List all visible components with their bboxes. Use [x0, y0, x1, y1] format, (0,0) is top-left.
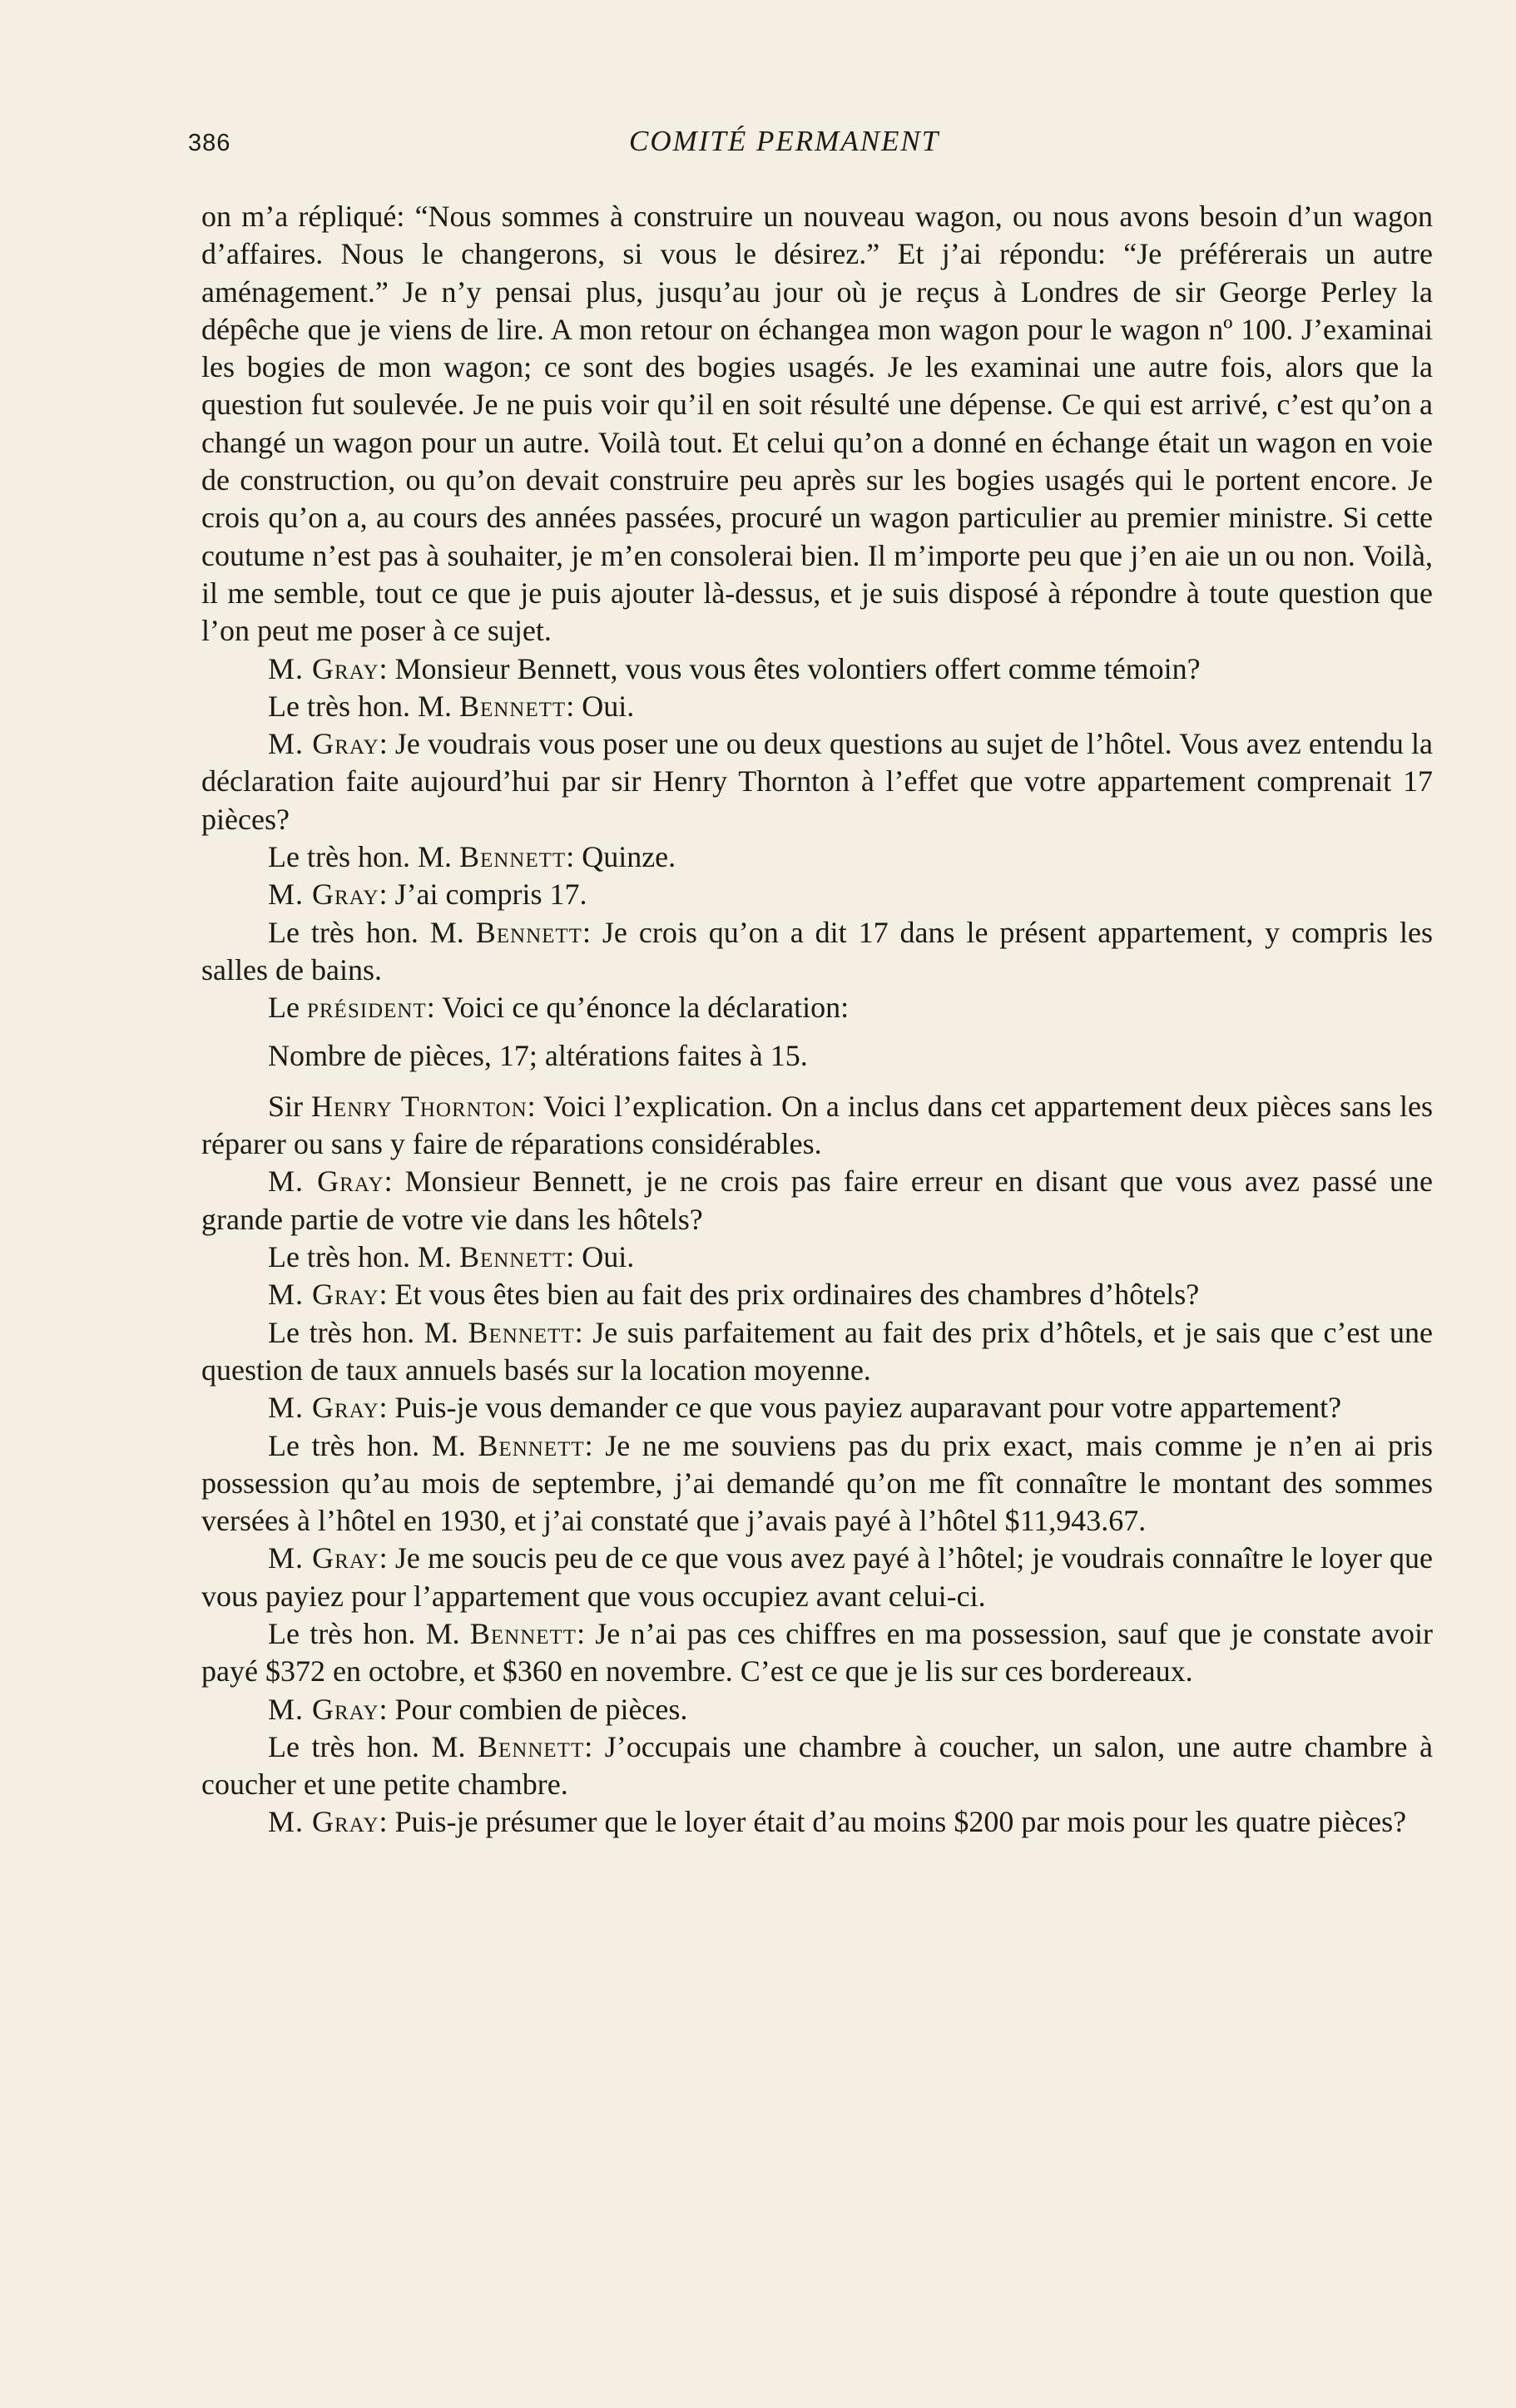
speaker-prefix: Sir	[268, 1089, 311, 1123]
page-header	[188, 125, 1436, 175]
speech-text: : Voici ce qu’énonce la déclaration:	[426, 991, 850, 1025]
paragraph-bennett-7	[201, 1615, 1433, 1691]
speech-text: : Oui.	[566, 1240, 635, 1274]
speaker-prefix: Le très hon. M.	[268, 1315, 468, 1349]
speech-text: : Monsieur Bennett, je ne crois pas faire erreur en disant que vous avez passé une grande partie de votre vie dans les hôtels?	[201, 1164, 1433, 1236]
paragraph-thornton	[201, 1088, 1433, 1164]
speech-text: : Oui.	[566, 689, 635, 723]
paragraph-bennett-8	[201, 1728, 1433, 1804]
speaker-name: Henry Thornton	[310, 1089, 528, 1123]
speech-text: : J’occupais une chambre à coucher, un salon, une autre chambre à coucher et une petite chambre.	[201, 1729, 1433, 1802]
running-title: COMITÉ PERMANENT	[629, 125, 940, 157]
speaker-name: président	[306, 991, 427, 1025]
speaker-name: M. Gray	[268, 878, 379, 912]
paragraph-gray-9	[201, 1803, 1433, 1841]
speaker-name: M. Gray	[268, 1391, 379, 1425]
paragraph-bennett-3	[201, 914, 1433, 990]
speaker-name: M. Gray	[268, 651, 379, 685]
speech-text: : Voici l’explication. On a inclus dans cet appartement deux pièces sans les réparer ou sans y faire de réparations considérables.	[201, 1089, 1433, 1161]
speaker-name: M. Gray	[268, 1541, 379, 1575]
speaker-name: M. Gray	[268, 1278, 379, 1312]
speaker-prefix: Le	[268, 991, 307, 1025]
speaker-name: Bennett	[478, 1428, 585, 1462]
speaker-name: Bennett	[458, 840, 567, 874]
paragraph-bennett-4	[201, 1239, 1433, 1276]
speaker-name: Bennett	[475, 915, 582, 949]
speaker-name: Bennett	[468, 1315, 575, 1349]
speech-text: : Je crois qu’on a dit 17 dans le présent appartement, y compris les salles de bains.	[201, 915, 1433, 986]
speaker-name: M. Gray	[268, 727, 379, 761]
speaker-prefix: Le très hon. M.	[268, 689, 459, 723]
speaker-prefix: Le très hon. M.	[268, 915, 476, 949]
speech-text: : Quinze.	[566, 840, 676, 874]
paragraph-bennett-2	[201, 838, 1433, 876]
paragraph-bennett-1	[201, 688, 1433, 725]
paragraph-continued: on m’a répliqué: “Nous sommes à construire un nouveau wagon, ou nous avons besoin d’un wagon d’affaires. Nous le changerons, si vous le désirez.” Et j’ai répondu: “Je préférerais un autre aménagement.” Je n’y pensai plus, jusqu’au jour où je reçus à Londres de sir George Perley la dépêche que je viens de lire. A mon retour on échangea mon wagon pour le wagon nº 100. J’examinai les bogies de mon wagon; ce sont des bogies usagés. Je les examinai une autre fois, alors que la question fut soulevée. Je ne puis voir qu’il en soit résulté une dépense. Ce qui est arrivé, c’est qu’on a changé un wagon pour un autre. Voilà tout. Et celui qu’on a donné en échange était un wagon en voie de construction, ou qu’on devait construire peu après sur les bogies usagés qui le portent encore. Je crois qu’on a, au cours des années passées, procuré un wagon particulier au premier ministre. Si cette coutume n’est pas à souhaiter, je m’en consolerai bien. Il m’importe peu que j’en aie un ou non. Voilà, il me semble, tout ce que je puis ajouter là-dessus, et je suis disposé à répondre à toute question que l’on peut me poser à ce sujet.	[201, 200, 1433, 648]
speaker-name: M. Gray	[268, 1692, 379, 1726]
speaker-prefix: Le très hon. M.	[268, 840, 459, 874]
paragraph-gray-7	[201, 1540, 1433, 1615]
speech-text: : Puis-je vous demander ce que vous payiez auparavant pour votre appartement?	[379, 1391, 1342, 1425]
page-number: 386	[188, 130, 231, 156]
speech-text: : Monsieur Bennett, vous vous êtes volontiers offert comme témoin?	[379, 651, 1201, 685]
speaker-name: Bennett	[458, 1240, 567, 1274]
speech-text: : Je ne me souviens pas du prix exact, mais comme je n’en ai pris possession qu’au mois de septembre, j’ai demandé qu’on me fît connaître le montant des sommes versées à l’hôtel en 1930, et j’ai constaté que j’avais payé à l’hôtel $11,943.67.	[201, 1428, 1433, 1538]
speech-text: : Puis-je présumer que le loyer était d’au moins $200 par mois pour les quatre pièces?	[379, 1805, 1407, 1839]
speech-text: : Je voudrais vous poser une ou deux questions au sujet de l’hôtel. Vous avez entendu la déclaration faite aujourd’hui par sir Henry Thornton à l’effet que votre appartement comprenait 17 pièces?	[201, 727, 1433, 836]
speech-text: : Je me soucis peu de ce que vous avez payé à l’hôtel; je voudrais connaître le loyer que vous payiez pour l’appartement que vous occupiez avant celui-ci.	[201, 1541, 1433, 1613]
speech-text: : Pour combien de pièces.	[379, 1692, 688, 1726]
paragraph-gray-3	[201, 876, 1433, 913]
speaker-prefix: Le très hon. M.	[268, 1240, 459, 1274]
body-text	[201, 198, 1433, 1842]
paragraph-gray-4	[201, 1163, 1433, 1239]
speaker-prefix: Le très hon. M.	[268, 1428, 478, 1462]
paragraph-gray-1	[201, 650, 1433, 688]
paragraph-bennett-6	[201, 1427, 1433, 1540]
paragraph-gray-8	[201, 1691, 1433, 1728]
speech-text: : J’ai compris 17.	[379, 878, 587, 912]
paragraph-gray-6	[201, 1389, 1433, 1427]
speech-text: : Je n’ai pas ces chiffres en ma possession, sauf que je constate avoir payé $372 en octobre, et $360 en novembre. C’est ce que je lis sur ces bordereaux.	[201, 1616, 1433, 1689]
paragraph-gray-2	[201, 725, 1433, 838]
paragraph-president	[201, 989, 1433, 1026]
speech-text: : Et vous êtes bien au fait des prix ordinaires des chambres d’hôtels?	[379, 1278, 1200, 1312]
speaker-name: Bennett	[478, 1729, 585, 1763]
speaker-name: M. Gray	[268, 1164, 384, 1199]
speaker-name: M. Gray	[268, 1805, 379, 1839]
speech-text: : Je suis parfaitement au fait des prix d’hôtels, et je sais que c’est une question de taux annuels basés sur la location moyenne.	[201, 1315, 1433, 1387]
speaker-prefix: Le très hon. M.	[268, 1729, 478, 1763]
speaker-name: Bennett	[469, 1616, 577, 1650]
speaker-name: Bennett	[458, 689, 567, 723]
paragraph-bennett-5	[201, 1314, 1433, 1390]
quoted-declaration: Nombre de pièces, 17; altérations faites à 15.	[268, 1038, 808, 1072]
speaker-prefix: Le très hon. M.	[268, 1616, 470, 1650]
paragraph-gray-5	[201, 1276, 1433, 1313]
